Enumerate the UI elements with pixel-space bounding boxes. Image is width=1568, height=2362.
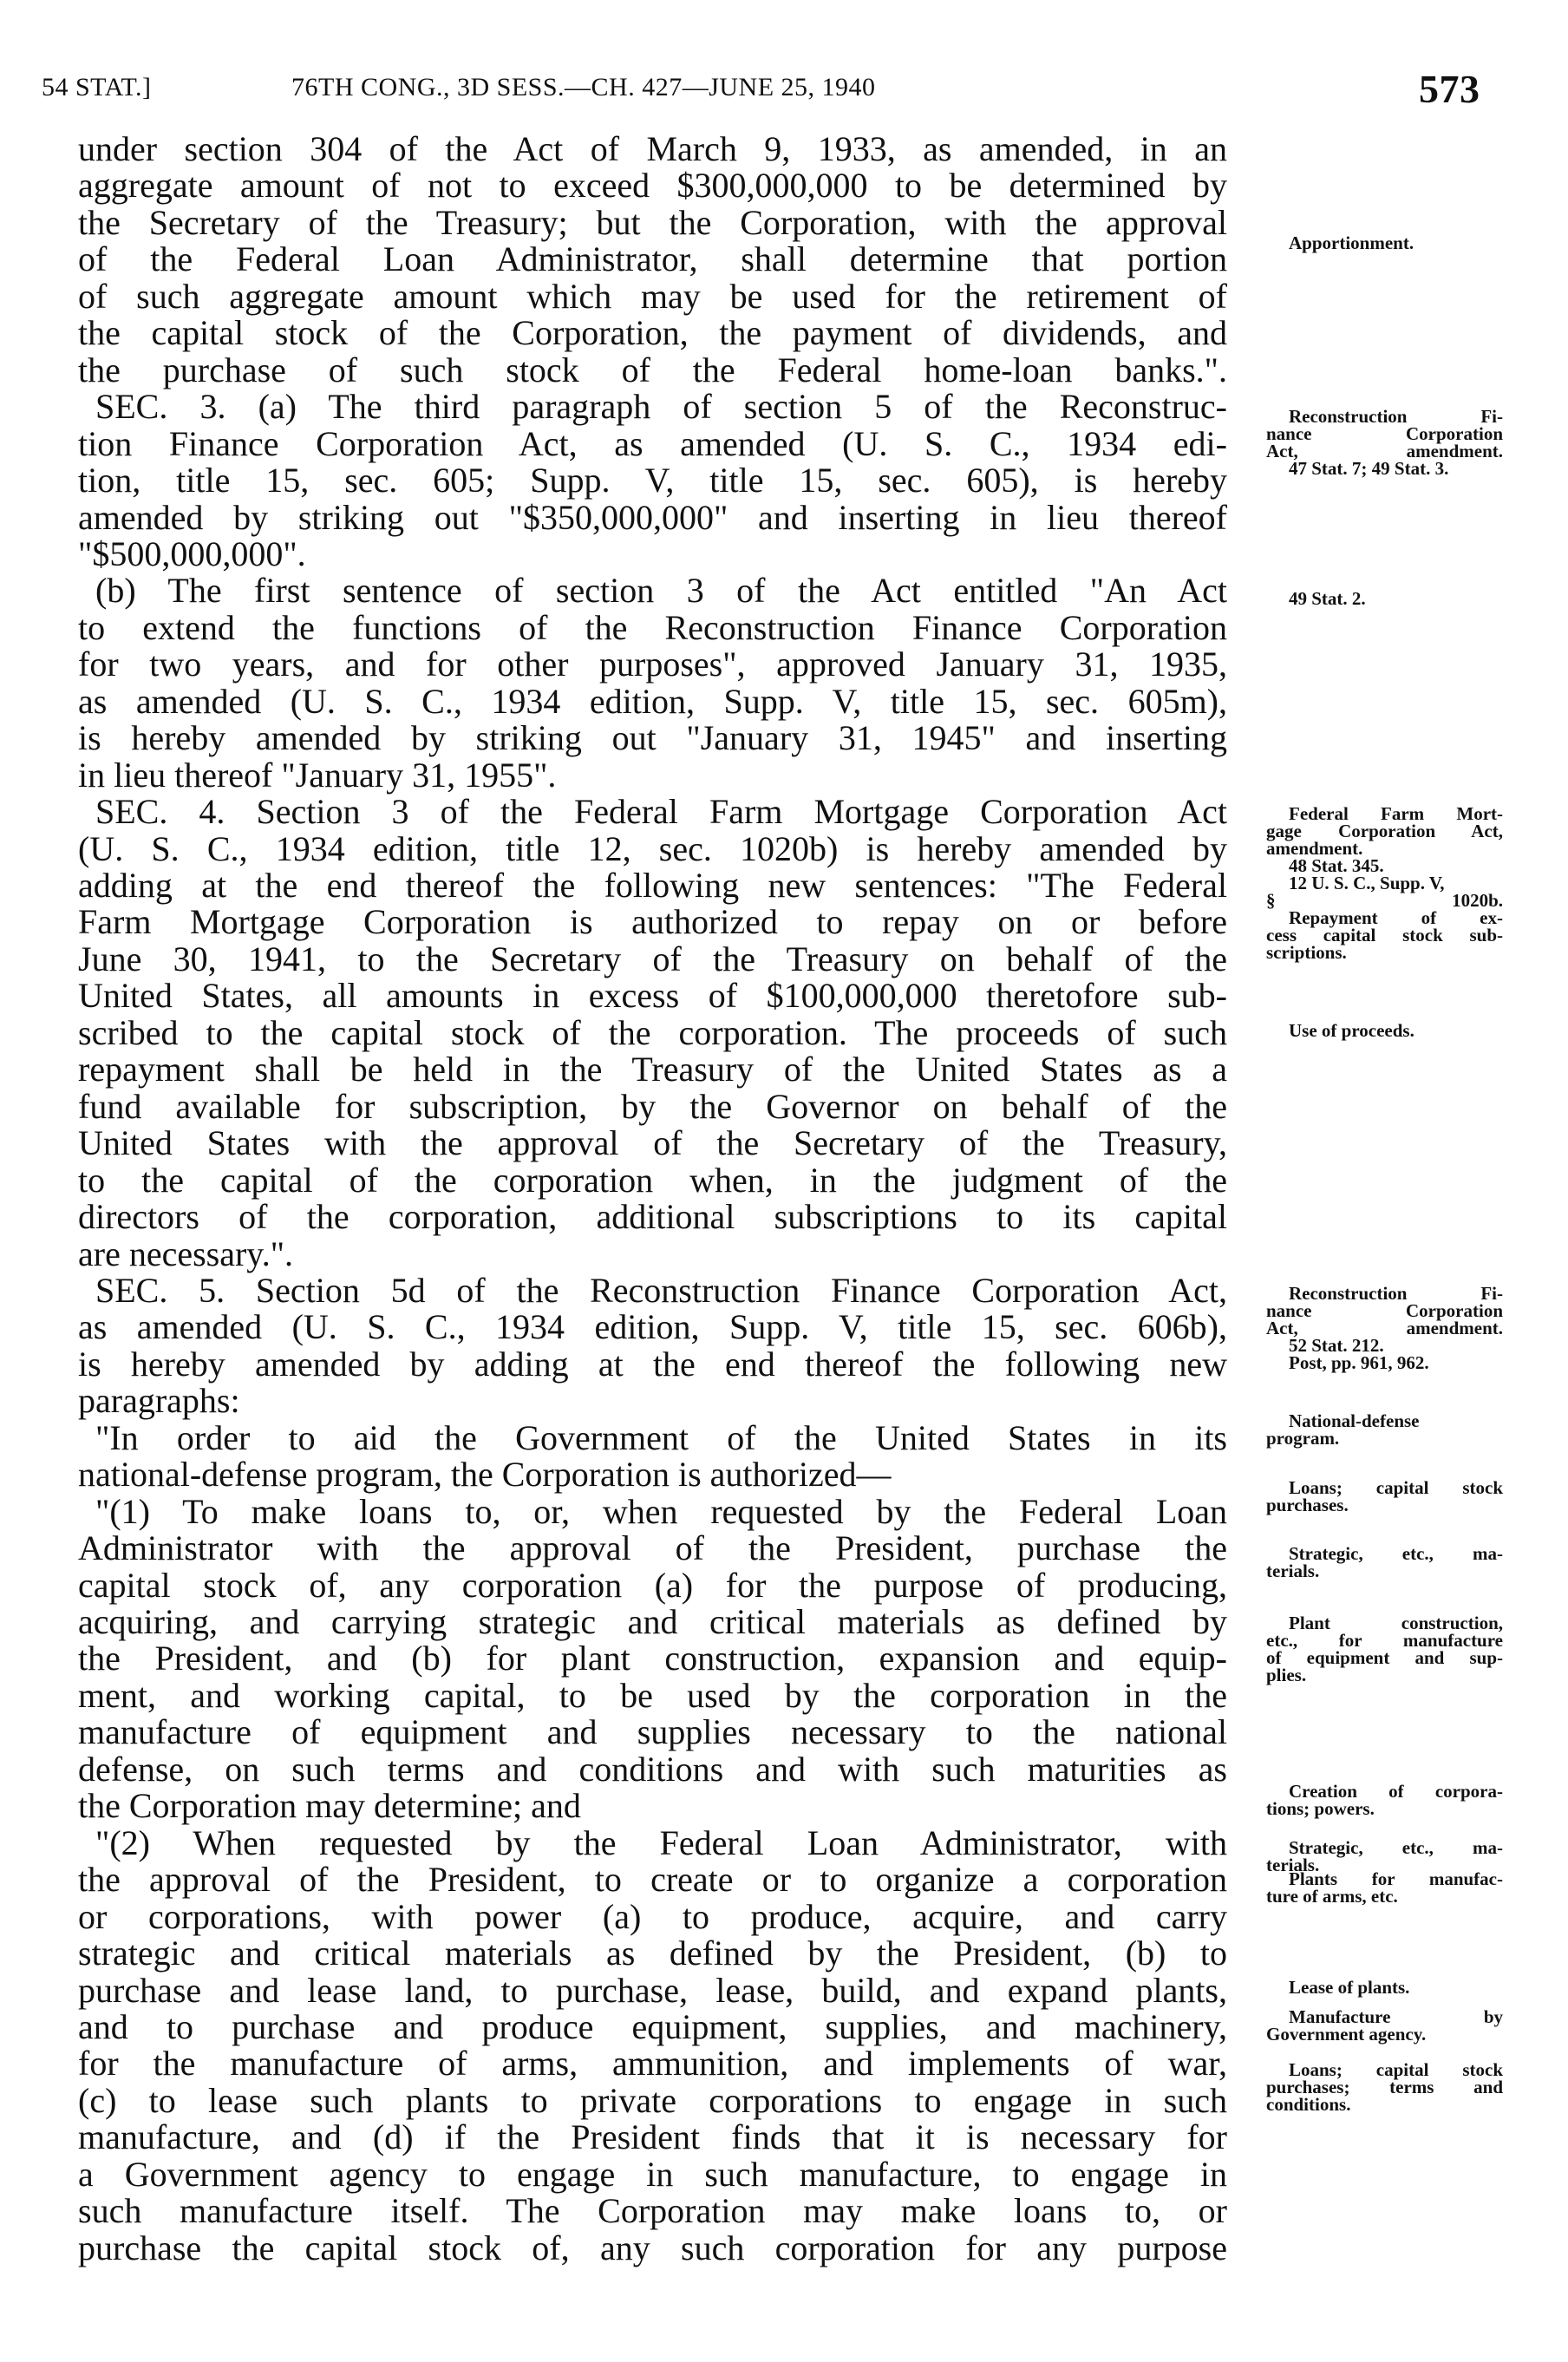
margin-note-line: National-defense <box>1289 1410 1420 1431</box>
text-line: the purchase of such stock of the Federal home-loan banks.". <box>78 350 1227 389</box>
text-line: "$500,000,000". <box>78 533 306 573</box>
text-line: to extend the functions of the Reconstruction Finance Corporation <box>78 607 1227 647</box>
margin-note-line: etc., for manufacture <box>1266 1630 1503 1651</box>
margin-note-line: conditions. <box>1266 2094 1351 2115</box>
margin-note-line: Manufacture by <box>1289 2006 1503 2027</box>
text-line: and to purchase and produce equipment, supplies, and machinery, <box>78 2006 1227 2046</box>
text-line: is hereby amended by striking out "January 31, 1945" and inserting <box>78 718 1227 758</box>
text-line: repayment shall be held in the Treasury of the United States as a <box>78 1050 1227 1089</box>
text-line: directors of the corporation, additional subscriptions to its capital <box>78 1197 1227 1237</box>
text-line: for two years, and for other purposes", approved January 31, 1935, <box>78 644 1227 684</box>
margin-note-line: cess capital stock sub- <box>1266 925 1503 945</box>
margin-note-line: 48 Stat. 345. <box>1289 855 1384 876</box>
margin-note <box>1266 1022 1503 1039</box>
margin-note-line: 49 Stat. 2. <box>1289 588 1366 609</box>
margin-note <box>1266 1979 1503 1996</box>
margin-note-line: Loans; capital stock <box>1289 2059 1503 2080</box>
text-line: SEC. 5. Section 5d of the Reconstruction Finance Corporation Act, <box>95 1270 1227 1310</box>
session-chapter-heading: 76TH CONG., 3D SESS.—CH. 427—JUNE 25, 1940 <box>291 73 876 101</box>
text-line: United States, all amounts in excess of $100,000,000 theretofore sub- <box>78 976 1227 1016</box>
margin-note-line: plies. <box>1266 1665 1307 1685</box>
margin-note-line: Government agency. <box>1266 2024 1427 2045</box>
margin-note-line: § 1020b. <box>1266 890 1503 911</box>
margin-note <box>1266 805 1503 961</box>
statute-volume-ref: 54 STAT.] <box>42 73 152 101</box>
margin-note-line: Loans; capital stock <box>1289 1477 1503 1498</box>
margin-note-line: Reconstruction Fi- <box>1289 406 1503 427</box>
text-line: acquiring, and carrying strategic and critical materials as defined by <box>78 1602 1227 1641</box>
text-line: defense, on such terms and conditions and with such maturities as <box>78 1749 1227 1789</box>
text-line: tion Finance Corporation Act, as amended (U. S. C., 1934 edi- <box>78 423 1227 463</box>
margin-note <box>1266 408 1503 477</box>
margin-note <box>1266 590 1503 607</box>
text-line: of such aggregate amount which may be used for the retirement of <box>78 276 1227 316</box>
margin-note <box>1266 234 1503 252</box>
text-line: capital stock of, any corporation (a) for the purpose of producing, <box>78 1565 1227 1605</box>
text-line: for the manufacture of arms, ammunition, and implements of war, <box>78 2044 1227 2084</box>
text-line: manufacture, and (d) if the President finds that it is necessary for <box>78 2117 1227 2157</box>
text-line: (b) The first sentence of section 3 of the Act entitled "An Act <box>95 571 1227 611</box>
text-line: as amended (U. S. C., 1934 edition, Supp. V, title 15, sec. 606b), <box>78 1307 1227 1347</box>
margin-note-line: 52 Stat. 212. <box>1289 1335 1384 1356</box>
text-line: to the capital of the corporation when, in the judgment of the <box>78 1160 1227 1200</box>
text-line: scribed to the capital stock of the corporation. The proceeds of such <box>78 1012 1227 1052</box>
text-line: (c) to lease such plants to private corporations to engage in such <box>78 2080 1227 2120</box>
text-line: are necessary.". <box>78 1233 294 1273</box>
margin-note <box>1266 1412 1503 1447</box>
margin-note-line: nance Corporation <box>1266 1300 1503 1321</box>
margin-note-line: tions; powers. <box>1266 1798 1375 1819</box>
margin-note-line: Apportionment. <box>1289 232 1414 253</box>
text-line: (U. S. C., 1934 edition, title 12, sec. 1020b) is hereby amended by <box>78 828 1227 868</box>
margin-note-line: purchases; terms and <box>1266 2077 1503 2097</box>
text-line: "(2) When requested by the Federal Loan Administrator, with <box>95 1822 1227 1862</box>
text-line: Farm Mortgage Corporation is authorized to repay on or before <box>78 902 1227 942</box>
margin-note-line: nance Corporation <box>1266 423 1503 444</box>
margin-note-line: of equipment and sup- <box>1266 1647 1503 1668</box>
text-line: purchase and lease land, to purchase, lease, build, and expand plants, <box>78 1970 1227 2010</box>
text-line: SEC. 3. (a) The third paragraph of section 5 of the Reconstruc- <box>95 387 1227 427</box>
text-line: June 30, 1941, to the Secretary of the Treasury on behalf of the <box>78 939 1227 978</box>
margin-note <box>1266 1545 1503 1580</box>
text-line: amended by striking out "$350,000,000" and inserting in lieu thereof <box>78 497 1227 537</box>
margin-note <box>1266 1614 1503 1684</box>
margin-note <box>1266 2008 1503 2043</box>
text-line: in lieu thereof "January 31, 1955". <box>78 755 557 795</box>
margin-note-line: ture of arms, etc. <box>1266 1886 1398 1907</box>
margin-note <box>1266 1870 1503 1905</box>
margin-note-line: Repayment of ex- <box>1289 907 1503 928</box>
text-line: under section 304 of the Act of March 9, 1933, as amended, in an <box>78 129 1227 168</box>
margin-note <box>1266 2061 1503 2113</box>
margin-note-line: Act, amendment. <box>1266 441 1503 461</box>
text-line: the approval of the President, to create or to organize a corporation <box>78 1860 1227 1900</box>
margin-note-line: terials. <box>1266 1855 1320 1875</box>
margin-note-line: purchases. <box>1266 1495 1349 1515</box>
text-line: a Government agency to engage in such manufacture, to engage in <box>78 2154 1227 2194</box>
text-line: of the Federal Loan Administrator, shall determine that portion <box>78 239 1227 279</box>
text-line: ment, and working capital, to be used by the corporation in the <box>78 1675 1227 1715</box>
text-line: the capital stock of the Corporation, the payment of dividends, and <box>78 313 1227 353</box>
margin-note-line: scriptions. <box>1266 942 1347 963</box>
text-line: the President, and (b) for plant construction, expansion and equip- <box>78 1639 1227 1678</box>
text-line: adding at the end thereof the following new sentences: "The Federal <box>78 866 1227 905</box>
text-line: as amended (U. S. C., 1934 edition, Supp. V, title 15, sec. 605m), <box>78 681 1227 721</box>
margin-note-line: amendment. <box>1266 838 1363 859</box>
margin-note <box>1266 1479 1503 1514</box>
margin-note-line: terials. <box>1266 1560 1320 1581</box>
text-line: the Corporation may determine; and <box>78 1786 581 1826</box>
text-line: "In order to aid the Government of the United States in its <box>95 1417 1227 1457</box>
margin-note-line: 47 Stat. 7; 49 Stat. 3. <box>1289 458 1449 479</box>
margin-note-line: Plant construction, <box>1289 1613 1503 1633</box>
text-line: national-defense program, the Corporation is authorized— <box>78 1455 892 1495</box>
margin-note-line: 12 U. S. C., Supp. V, <box>1289 873 1445 893</box>
text-line: strategic and critical materials as defined by the President, (b) to <box>78 1933 1227 1973</box>
text-line: such manufacture itself. The Corporation may make loans to, or <box>78 2191 1227 2231</box>
text-line: is hereby amended by adding at the end thereof the following new <box>78 1344 1227 1384</box>
text-line: manufacture of equipment and supplies necessary to the national <box>78 1712 1227 1752</box>
text-line: United States with the approval of the Secretary of the Treasury, <box>78 1123 1227 1163</box>
text-line: purchase the capital stock of, any such corporation for any purpose <box>78 2228 1227 2267</box>
margin-note-line: Lease of plants. <box>1289 1977 1410 1998</box>
margin-note-line: Strategic, etc., ma- <box>1289 1543 1503 1564</box>
text-line: or corporations, with power (a) to produce, acquire, and carry <box>78 1896 1227 1936</box>
text-line: "(1) To make loans to, or, when requested by the Federal Loan <box>95 1491 1227 1531</box>
margin-note-line: Use of proceeds. <box>1289 1020 1414 1041</box>
margin-note <box>1266 1783 1503 1817</box>
text-line: paragraphs: <box>78 1381 240 1421</box>
margin-note-line: gage Corporation Act, <box>1266 821 1503 841</box>
margin-note-line: Post, pp. 961, 962. <box>1289 1352 1429 1373</box>
text-line: SEC. 4. Section 3 of the Federal Farm Mortgage Corporation Act <box>95 792 1227 832</box>
margin-note-line: Creation of corpora- <box>1289 1781 1503 1802</box>
text-line: fund available for subscription, by the Governor on behalf of the <box>78 1086 1227 1126</box>
margin-note-line: Plants for manufac- <box>1289 1868 1503 1889</box>
margin-note-line: Reconstruction Fi- <box>1289 1283 1503 1304</box>
margin-note-line: Federal Farm Mort- <box>1289 803 1503 824</box>
text-line: Administrator with the approval of the President, purchase the <box>78 1528 1227 1568</box>
text-line: tion, title 15, sec. 605; Supp. V, title 15, sec. 605), is hereby <box>78 461 1227 501</box>
page-number: 573 <box>1419 67 1480 111</box>
margin-note-line: Act, amendment. <box>1266 1318 1503 1338</box>
text-line: aggregate amount of not to exceed $300,000,000 to be determined by <box>78 166 1227 206</box>
text-line: the Secretary of the Treasury; but the Corporation, with the approval <box>78 202 1227 242</box>
margin-note <box>1266 1285 1503 1371</box>
margin-note-line: Strategic, etc., ma- <box>1289 1837 1503 1858</box>
margin-note-line: program. <box>1266 1428 1340 1449</box>
